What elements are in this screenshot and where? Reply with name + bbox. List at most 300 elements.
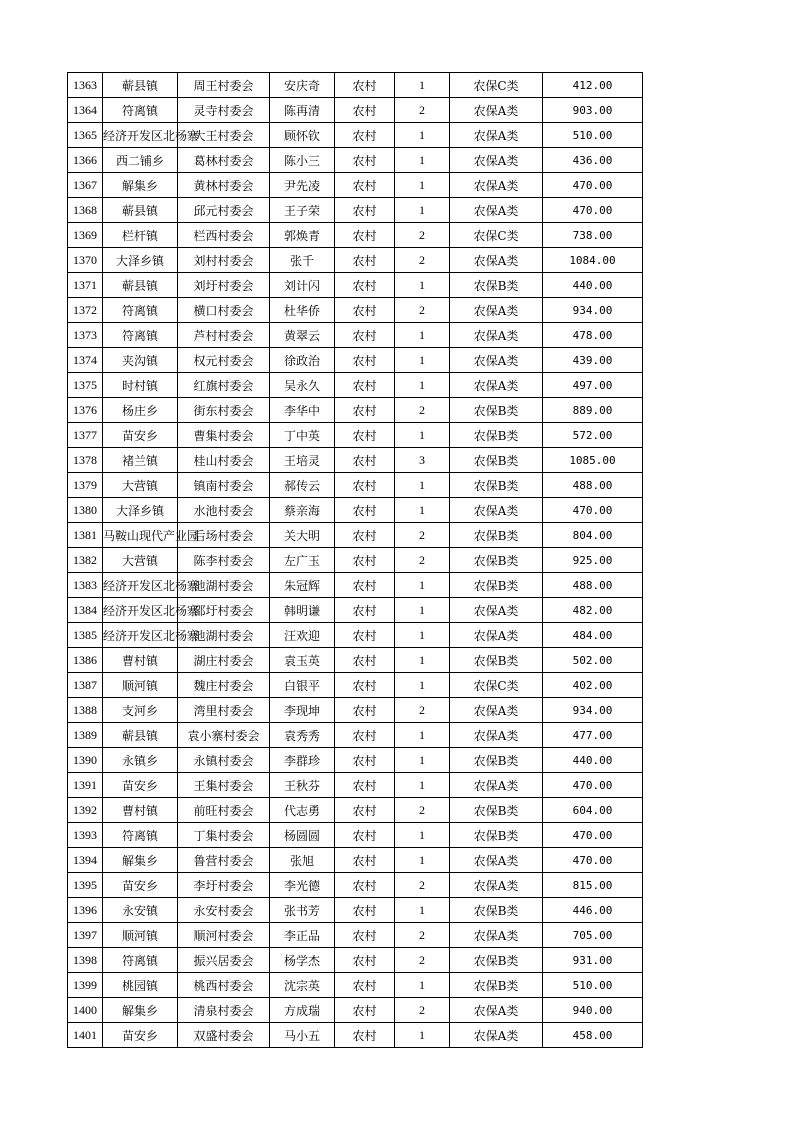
insurance-category-cell: 农保B类 xyxy=(450,823,543,848)
table-row xyxy=(68,698,643,723)
name-cell: 徐政治 xyxy=(270,348,335,373)
people-count-cell: 1 xyxy=(395,273,450,298)
people-count-cell: 1 xyxy=(395,648,450,673)
amount-cell: 470.00 xyxy=(543,198,643,223)
row-number-cell: 1390 xyxy=(68,748,103,773)
insurance-category-cell: 农保B类 xyxy=(450,898,543,923)
table-row xyxy=(68,348,643,373)
table-row xyxy=(68,673,643,698)
village-committee-cell: 振兴居委会 xyxy=(178,948,270,973)
row-number-cell: 1376 xyxy=(68,398,103,423)
township-cell: 大泽乡镇 xyxy=(103,248,178,273)
people-count-cell: 1 xyxy=(395,823,450,848)
people-count-cell: 2 xyxy=(395,998,450,1023)
people-count-cell: 2 xyxy=(395,548,450,573)
table-row xyxy=(68,73,643,98)
township-cell: 符离镇 xyxy=(103,323,178,348)
insurance-category-cell: 农保B类 xyxy=(450,423,543,448)
insurance-category-cell: 农保B类 xyxy=(450,448,543,473)
insurance-category-cell: 农保A类 xyxy=(450,598,543,623)
table-row xyxy=(68,598,643,623)
township-cell: 苗安乡 xyxy=(103,1023,178,1048)
amount-cell: 440.00 xyxy=(543,748,643,773)
people-count-cell: 2 xyxy=(395,248,450,273)
household-type-cell: 农村 xyxy=(335,398,395,423)
township-cell: 符离镇 xyxy=(103,98,178,123)
row-number-cell: 1385 xyxy=(68,623,103,648)
village-committee-cell: 邱元村委会 xyxy=(178,198,270,223)
township-cell: 栏杆镇 xyxy=(103,223,178,248)
row-number-cell: 1389 xyxy=(68,723,103,748)
people-count-cell: 1 xyxy=(395,973,450,998)
household-type-cell: 农村 xyxy=(335,248,395,273)
people-count-cell: 1 xyxy=(395,373,450,398)
township-cell: 经济开发区北杨寨 xyxy=(103,573,178,598)
township-cell: 永镇乡 xyxy=(103,748,178,773)
row-number-cell: 1386 xyxy=(68,648,103,673)
village-committee-cell: 大王村委会 xyxy=(178,123,270,148)
table-row xyxy=(68,823,643,848)
name-cell: 李正品 xyxy=(270,923,335,948)
township-cell: 苗安乡 xyxy=(103,773,178,798)
name-cell: 白银平 xyxy=(270,673,335,698)
insurance-category-cell: 农保C类 xyxy=(450,673,543,698)
household-type-cell: 农村 xyxy=(335,498,395,523)
household-type-cell: 农村 xyxy=(335,523,395,548)
amount-cell: 934.00 xyxy=(543,698,643,723)
village-committee-cell: 鲁营村委会 xyxy=(178,848,270,873)
name-cell: 王秋芬 xyxy=(270,773,335,798)
name-cell: 杨学杰 xyxy=(270,948,335,973)
household-type-cell: 农村 xyxy=(335,148,395,173)
name-cell: 马小五 xyxy=(270,1023,335,1048)
village-committee-cell: 街东村委会 xyxy=(178,398,270,423)
name-cell: 顾怀钦 xyxy=(270,123,335,148)
table-row xyxy=(68,848,643,873)
insurance-category-cell: 农保A类 xyxy=(450,1023,543,1048)
amount-cell: 470.00 xyxy=(543,173,643,198)
insurance-category-cell: 农保A类 xyxy=(450,773,543,798)
village-committee-cell: 曹集村委会 xyxy=(178,423,270,448)
row-number-cell: 1381 xyxy=(68,523,103,548)
household-type-cell: 农村 xyxy=(335,673,395,698)
insurance-category-cell: 农保B类 xyxy=(450,473,543,498)
amount-cell: 470.00 xyxy=(543,848,643,873)
amount-cell: 488.00 xyxy=(543,473,643,498)
township-cell: 褚兰镇 xyxy=(103,448,178,473)
table-row xyxy=(68,773,643,798)
insurance-category-cell: 农保A类 xyxy=(450,348,543,373)
township-cell: 解集乡 xyxy=(103,173,178,198)
name-cell: 尹先凌 xyxy=(270,173,335,198)
name-cell: 张旭 xyxy=(270,848,335,873)
village-committee-cell: 周王村委会 xyxy=(178,73,270,98)
row-number-cell: 1400 xyxy=(68,998,103,1023)
household-type-cell: 农村 xyxy=(335,123,395,148)
row-number-cell: 1369 xyxy=(68,223,103,248)
people-count-cell: 2 xyxy=(395,948,450,973)
name-cell: 李光德 xyxy=(270,873,335,898)
amount-cell: 940.00 xyxy=(543,998,643,1023)
name-cell: 朱冠辉 xyxy=(270,573,335,598)
name-cell: 李现坤 xyxy=(270,698,335,723)
table-row xyxy=(68,873,643,898)
amount-cell: 439.00 xyxy=(543,348,643,373)
people-count-cell: 2 xyxy=(395,398,450,423)
name-cell: 丁中英 xyxy=(270,423,335,448)
row-number-cell: 1375 xyxy=(68,373,103,398)
table-row xyxy=(68,448,643,473)
name-cell: 关大明 xyxy=(270,523,335,548)
name-cell: 袁秀秀 xyxy=(270,723,335,748)
people-count-cell: 1 xyxy=(395,323,450,348)
village-committee-cell: 魏庄村委会 xyxy=(178,673,270,698)
township-cell: 蕲县镇 xyxy=(103,273,178,298)
insurance-category-cell: 农保C类 xyxy=(450,223,543,248)
insurance-category-cell: 农保A类 xyxy=(450,873,543,898)
people-count-cell: 1 xyxy=(395,123,450,148)
amount-cell: 484.00 xyxy=(543,623,643,648)
name-cell: 张千 xyxy=(270,248,335,273)
insurance-category-cell: 农保B类 xyxy=(450,273,543,298)
household-type-cell: 农村 xyxy=(335,623,395,648)
people-count-cell: 1 xyxy=(395,348,450,373)
row-number-cell: 1374 xyxy=(68,348,103,373)
amount-cell: 804.00 xyxy=(543,523,643,548)
amount-cell: 604.00 xyxy=(543,798,643,823)
people-count-cell: 1 xyxy=(395,573,450,598)
household-type-cell: 农村 xyxy=(335,873,395,898)
township-cell: 经济开发区北杨寨 xyxy=(103,598,178,623)
people-count-cell: 1 xyxy=(395,498,450,523)
row-number-cell: 1371 xyxy=(68,273,103,298)
name-cell: 张书芳 xyxy=(270,898,335,923)
row-number-cell: 1382 xyxy=(68,548,103,573)
household-type-cell: 农村 xyxy=(335,998,395,1023)
amount-cell: 482.00 xyxy=(543,598,643,623)
row-number-cell: 1380 xyxy=(68,498,103,523)
people-count-cell: 2 xyxy=(395,923,450,948)
table-row xyxy=(68,98,643,123)
people-count-cell: 2 xyxy=(395,523,450,548)
table-row xyxy=(68,1023,643,1048)
name-cell: 王子荣 xyxy=(270,198,335,223)
insurance-category-cell: 农保A类 xyxy=(450,123,543,148)
people-count-cell: 2 xyxy=(395,798,450,823)
row-number-cell: 1393 xyxy=(68,823,103,848)
insurance-category-cell: 农保A类 xyxy=(450,173,543,198)
people-count-cell: 3 xyxy=(395,448,450,473)
row-number-cell: 1392 xyxy=(68,798,103,823)
insurance-category-cell: 农保A类 xyxy=(450,998,543,1023)
village-committee-cell: 芦村村委会 xyxy=(178,323,270,348)
people-count-cell: 1 xyxy=(395,623,450,648)
table-row xyxy=(68,523,643,548)
household-type-cell: 农村 xyxy=(335,423,395,448)
village-committee-cell: 刘村村委会 xyxy=(178,248,270,273)
insurance-category-cell: 农保B类 xyxy=(450,523,543,548)
table-row xyxy=(68,398,643,423)
household-type-cell: 农村 xyxy=(335,198,395,223)
township-cell: 经济开发区北杨寨 xyxy=(103,123,178,148)
name-cell: 袁玉英 xyxy=(270,648,335,673)
table-row xyxy=(68,273,643,298)
insurance-category-cell: 农保A类 xyxy=(450,323,543,348)
insurance-category-cell: 农保B类 xyxy=(450,748,543,773)
table-row xyxy=(68,898,643,923)
amount-cell: 446.00 xyxy=(543,898,643,923)
insurance-category-cell: 农保A类 xyxy=(450,698,543,723)
village-committee-cell: 葛林村委会 xyxy=(178,148,270,173)
people-count-cell: 1 xyxy=(395,748,450,773)
township-cell: 解集乡 xyxy=(103,848,178,873)
table-row xyxy=(68,798,643,823)
village-committee-cell: 横口村委会 xyxy=(178,298,270,323)
amount-cell: 738.00 xyxy=(543,223,643,248)
amount-cell: 510.00 xyxy=(543,973,643,998)
village-committee-cell: 双盛村委会 xyxy=(178,1023,270,1048)
people-count-cell: 1 xyxy=(395,598,450,623)
household-type-cell: 农村 xyxy=(335,773,395,798)
table-row xyxy=(68,298,643,323)
amount-cell: 440.00 xyxy=(543,273,643,298)
people-count-cell: 1 xyxy=(395,73,450,98)
row-number-cell: 1363 xyxy=(68,73,103,98)
table-row xyxy=(68,573,643,598)
township-cell: 西二铺乡 xyxy=(103,148,178,173)
table-row xyxy=(68,973,643,998)
household-type-cell: 农村 xyxy=(335,548,395,573)
village-committee-cell: 刘圩村委会 xyxy=(178,273,270,298)
table-row xyxy=(68,173,643,198)
village-committee-cell: 栏西村委会 xyxy=(178,223,270,248)
row-number-cell: 1365 xyxy=(68,123,103,148)
village-committee-cell: 清泉村委会 xyxy=(178,998,270,1023)
township-cell: 大营镇 xyxy=(103,473,178,498)
township-cell: 大营镇 xyxy=(103,548,178,573)
table-row xyxy=(68,923,643,948)
household-type-cell: 农村 xyxy=(335,298,395,323)
name-cell: 吴永久 xyxy=(270,373,335,398)
amount-cell: 470.00 xyxy=(543,498,643,523)
village-committee-cell: 李圩村委会 xyxy=(178,873,270,898)
table-row xyxy=(68,748,643,773)
township-cell: 支河乡 xyxy=(103,698,178,723)
name-cell: 代志勇 xyxy=(270,798,335,823)
village-committee-cell: 黄林村委会 xyxy=(178,173,270,198)
amount-cell: 402.00 xyxy=(543,673,643,698)
township-cell: 蕲县镇 xyxy=(103,73,178,98)
household-type-cell: 农村 xyxy=(335,898,395,923)
household-type-cell: 农村 xyxy=(335,98,395,123)
amount-cell: 931.00 xyxy=(543,948,643,973)
row-number-cell: 1387 xyxy=(68,673,103,698)
insurance-category-cell: 农保B类 xyxy=(450,973,543,998)
household-type-cell: 农村 xyxy=(335,648,395,673)
township-cell: 曹村镇 xyxy=(103,648,178,673)
name-cell: 李华中 xyxy=(270,398,335,423)
name-cell: 王培灵 xyxy=(270,448,335,473)
insurance-category-cell: 农保A类 xyxy=(450,498,543,523)
amount-cell: 572.00 xyxy=(543,423,643,448)
township-cell: 马鞍山现代产业园 xyxy=(103,523,178,548)
insurance-category-cell: 农保C类 xyxy=(450,73,543,98)
village-committee-cell: 顺河村委会 xyxy=(178,923,270,948)
village-committee-cell: 桂山村委会 xyxy=(178,448,270,473)
name-cell: 李群珍 xyxy=(270,748,335,773)
people-count-cell: 2 xyxy=(395,873,450,898)
village-committee-cell: 桃西村委会 xyxy=(178,973,270,998)
row-number-cell: 1388 xyxy=(68,698,103,723)
township-cell: 顺河镇 xyxy=(103,923,178,948)
household-type-cell: 农村 xyxy=(335,748,395,773)
table-row xyxy=(68,623,643,648)
row-number-cell: 1367 xyxy=(68,173,103,198)
people-count-cell: 2 xyxy=(395,698,450,723)
amount-cell: 925.00 xyxy=(543,548,643,573)
people-count-cell: 1 xyxy=(395,898,450,923)
row-number-cell: 1378 xyxy=(68,448,103,473)
insurance-category-cell: 农保A类 xyxy=(450,98,543,123)
table-row xyxy=(68,498,643,523)
township-cell: 符离镇 xyxy=(103,298,178,323)
village-committee-cell: 前旺村委会 xyxy=(178,798,270,823)
amount-cell: 815.00 xyxy=(543,873,643,898)
amount-cell: 510.00 xyxy=(543,123,643,148)
household-type-cell: 农村 xyxy=(335,348,395,373)
insurance-category-cell: 农保A类 xyxy=(450,923,543,948)
row-number-cell: 1395 xyxy=(68,873,103,898)
amount-cell: 478.00 xyxy=(543,323,643,348)
amount-cell: 412.00 xyxy=(543,73,643,98)
household-type-cell: 农村 xyxy=(335,273,395,298)
table-row xyxy=(68,648,643,673)
village-committee-cell: 权元村委会 xyxy=(178,348,270,373)
people-count-cell: 1 xyxy=(395,148,450,173)
name-cell: 韩明谦 xyxy=(270,598,335,623)
township-cell: 苗安乡 xyxy=(103,873,178,898)
relief-roster-table xyxy=(67,72,643,1048)
name-cell: 蔡亲海 xyxy=(270,498,335,523)
name-cell: 汪欢迎 xyxy=(270,623,335,648)
name-cell: 杨圆圆 xyxy=(270,823,335,848)
insurance-category-cell: 农保B类 xyxy=(450,798,543,823)
village-committee-cell: 丁集村委会 xyxy=(178,823,270,848)
township-cell: 杨庄乡 xyxy=(103,398,178,423)
household-type-cell: 农村 xyxy=(335,448,395,473)
table-row xyxy=(68,548,643,573)
row-number-cell: 1364 xyxy=(68,98,103,123)
table-row xyxy=(68,123,643,148)
amount-cell: 436.00 xyxy=(543,148,643,173)
name-cell: 黄翠云 xyxy=(270,323,335,348)
township-cell: 符离镇 xyxy=(103,948,178,973)
name-cell: 方成瑞 xyxy=(270,998,335,1023)
township-cell: 大泽乡镇 xyxy=(103,498,178,523)
row-number-cell: 1398 xyxy=(68,948,103,973)
household-type-cell: 农村 xyxy=(335,1023,395,1048)
amount-cell: 458.00 xyxy=(543,1023,643,1048)
name-cell: 沈宗英 xyxy=(270,973,335,998)
township-cell: 永安镇 xyxy=(103,898,178,923)
township-cell: 时村镇 xyxy=(103,373,178,398)
township-cell: 经济开发区北杨寨 xyxy=(103,623,178,648)
row-number-cell: 1401 xyxy=(68,1023,103,1048)
household-type-cell: 农村 xyxy=(335,223,395,248)
household-type-cell: 农村 xyxy=(335,923,395,948)
household-type-cell: 农村 xyxy=(335,948,395,973)
village-committee-cell: 池湖村委会 xyxy=(178,623,270,648)
name-cell: 郭焕青 xyxy=(270,223,335,248)
household-type-cell: 农村 xyxy=(335,798,395,823)
amount-cell: 903.00 xyxy=(543,98,643,123)
household-type-cell: 农村 xyxy=(335,323,395,348)
people-count-cell: 1 xyxy=(395,848,450,873)
village-committee-cell: 邵圩村委会 xyxy=(178,598,270,623)
name-cell: 陈小三 xyxy=(270,148,335,173)
household-type-cell: 农村 xyxy=(335,598,395,623)
village-committee-cell: 袁小寨村委会 xyxy=(178,723,270,748)
township-cell: 蕲县镇 xyxy=(103,198,178,223)
village-committee-cell: 陈李村委会 xyxy=(178,548,270,573)
people-count-cell: 1 xyxy=(395,773,450,798)
township-cell: 苗安乡 xyxy=(103,423,178,448)
amount-cell: 477.00 xyxy=(543,723,643,748)
household-type-cell: 农村 xyxy=(335,73,395,98)
insurance-category-cell: 农保A类 xyxy=(450,623,543,648)
amount-cell: 488.00 xyxy=(543,573,643,598)
insurance-category-cell: 农保A类 xyxy=(450,373,543,398)
people-count-cell: 1 xyxy=(395,473,450,498)
name-cell: 安庆奇 xyxy=(270,73,335,98)
amount-cell: 470.00 xyxy=(543,823,643,848)
table-row xyxy=(68,723,643,748)
household-type-cell: 农村 xyxy=(335,973,395,998)
row-number-cell: 1373 xyxy=(68,323,103,348)
township-cell: 符离镇 xyxy=(103,823,178,848)
row-number-cell: 1366 xyxy=(68,148,103,173)
people-count-cell: 1 xyxy=(395,173,450,198)
row-number-cell: 1368 xyxy=(68,198,103,223)
name-cell: 郝传云 xyxy=(270,473,335,498)
table-row xyxy=(68,323,643,348)
insurance-category-cell: 农保A类 xyxy=(450,848,543,873)
amount-cell: 1085.00 xyxy=(543,448,643,473)
table-row xyxy=(68,423,643,448)
row-number-cell: 1391 xyxy=(68,773,103,798)
amount-cell: 470.00 xyxy=(543,773,643,798)
table-row xyxy=(68,473,643,498)
row-number-cell: 1383 xyxy=(68,573,103,598)
table-row xyxy=(68,223,643,248)
household-type-cell: 农村 xyxy=(335,473,395,498)
amount-cell: 502.00 xyxy=(543,648,643,673)
people-count-cell: 1 xyxy=(395,673,450,698)
people-count-cell: 1 xyxy=(395,423,450,448)
household-type-cell: 农村 xyxy=(335,723,395,748)
insurance-category-cell: 农保A类 xyxy=(450,723,543,748)
household-type-cell: 农村 xyxy=(335,698,395,723)
name-cell: 杜华侨 xyxy=(270,298,335,323)
village-committee-cell: 永镇村委会 xyxy=(178,748,270,773)
village-committee-cell: 池湖村委会 xyxy=(178,573,270,598)
row-number-cell: 1397 xyxy=(68,923,103,948)
name-cell: 左广玉 xyxy=(270,548,335,573)
row-number-cell: 1384 xyxy=(68,598,103,623)
name-cell: 刘计闪 xyxy=(270,273,335,298)
people-count-cell: 1 xyxy=(395,198,450,223)
insurance-category-cell: 农保B类 xyxy=(450,398,543,423)
